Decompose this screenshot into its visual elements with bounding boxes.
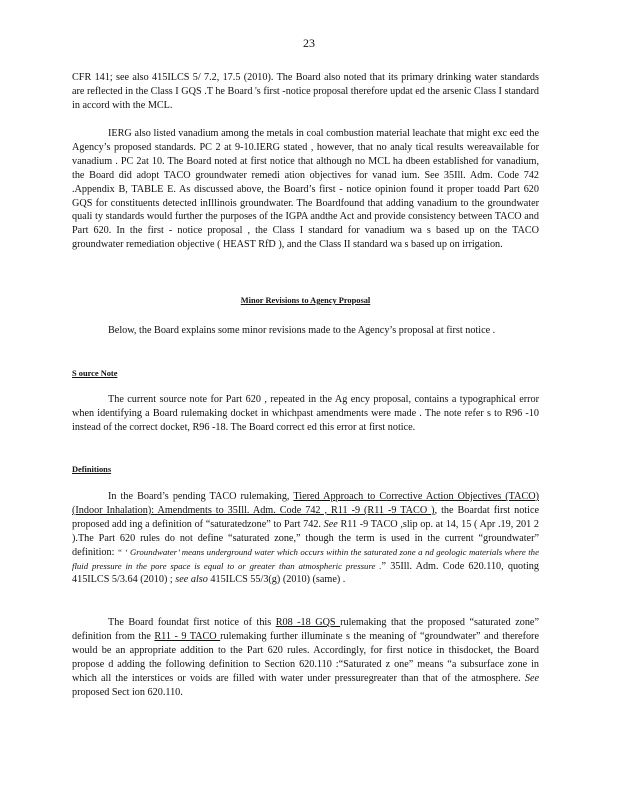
heading-minor-revisions: Minor Revisions to Agency Proposal: [240, 296, 371, 305]
text-segment: proposed Sect ion 620.110.: [72, 686, 183, 698]
paragraph-vanadium: IERG also listed vanadium among the metals in coal combustion material leachate that might exc eed the Agency’s proposed standards. PC 2 at 9-10.IERG stated , however, that no analy tical results wereavailable for vanadium . PC 2at 10. The Board noted at first notice that although no MCL ha dbeen established for vanadium, the Board did adopt TACO groundwater remedi ation objectives for vanad ium. See 35Ill. Adm. Code 742 .Appendix B, TABLE E. As discussed above, the Board’s first - notice opinion found it proper toadd Part 620 GQS for constituents detected inIllinois groundwater. The Boardfound that adding vanadium to the groundwater quali ty standards would further the purposes of the IGPA andthe Act and provide consistency between TACO and Part 620. In the first - notice proposal , the Class I standard for vanadium wa s based up on the TACO groundwater remediation objective ( HEAST RfD ), and the Class II standard wa s based up on irrigation.: [72, 128, 539, 251]
text-segment: ” 35Ill. Adm. Code 620.110, quoting 415ILCS 5/3.64 (2010) ;: [72, 560, 539, 586]
signal-see: See: [524, 672, 539, 684]
text-segment: The Board foundat first notice of this: [108, 617, 276, 628]
groundwater-definition-quote: “ ‘ Groundwater’ means underground water which occurs within the saturated zone a nd geologic materials where the fluid pressure in the pore space is equal to or greater than atmospheric pressure .: [72, 546, 539, 571]
paragraph-saturated-zone-gqs: [72, 616, 539, 699]
heading-definitions: Definitions: [72, 465, 112, 474]
docket-reference-taco: R11 - 9 TACO: [154, 630, 221, 642]
signal-see: See: [323, 518, 338, 530]
text-segment: In the Board’s pending TACO rulemaking,: [108, 491, 294, 502]
text-segment: rulemaking that the proposed “saturated zone” definition from the: [72, 617, 539, 642]
case-citation-taco: Tiered Approach to Corrective Action Objectives (TACO) (Indoor Inhalation): Amendments to 35Ill. Adm. Code 742 , R11 -9 (R11 -9 TACO ): [72, 491, 539, 516]
paragraph-source-note: The current source note for Part 620 , repeated in the Ag ency proposal, contains a typographical error when identifying a Board rulemaking docket in whichpast amendments were made . The note refer s to R96 -10 instead of the correct docket, R96 -18. The Board correct ed this error at first notice.: [72, 394, 539, 433]
page-number: 23: [303, 36, 315, 50]
docket-reference-gqs: R08 -18 GQS: [275, 617, 341, 628]
text-segment: , the Boardat first notice proposed add ing a definition of “saturatedzone” to Part 742.: [72, 504, 539, 530]
heading-source-note: S ource Note: [72, 369, 118, 378]
paragraph-arsenic-standard: CFR 141; see also 415ILCS 5/ 7.2, 17.5 (2010). The Board also noted that its primary drinking water standards are reflected in the Class I GQS .T he Board 's first -notice proposal therefore updat ed the arsenic Class I standard in accord with the MCL.: [72, 72, 539, 111]
text-segment: rulemaking further illuminate s the meaning of “groundwater” and therefore would be an appropriate addition to the Part 620 rules. Accordingly, for first notice in thisdocket, the Board propose d adding the following definition to Section 620.110 :“Saturated z one” means “a subsurface zone in which all the interstices or voids are filled with water under pressuregreater than that of the atmosphere.: [72, 630, 539, 684]
text-segment: R11 -9 TACO ,slip op. at 14, 15 ( Apr .19, 201 2 ).The Part 620 rules do not define “saturated zone,” though the term is used in the current “groundwater” definition:: [72, 518, 539, 558]
signal-see-also: see also: [175, 574, 208, 586]
text-segment: 415ILCS 55/3(g) (2010) (same) .: [207, 574, 346, 586]
paragraph-minor-revisions-intro: Below, the Board explains some minor revisions made to the Agency’s proposal at first notice .: [108, 325, 496, 336]
paragraph-saturated-zone-taco: [72, 490, 539, 587]
